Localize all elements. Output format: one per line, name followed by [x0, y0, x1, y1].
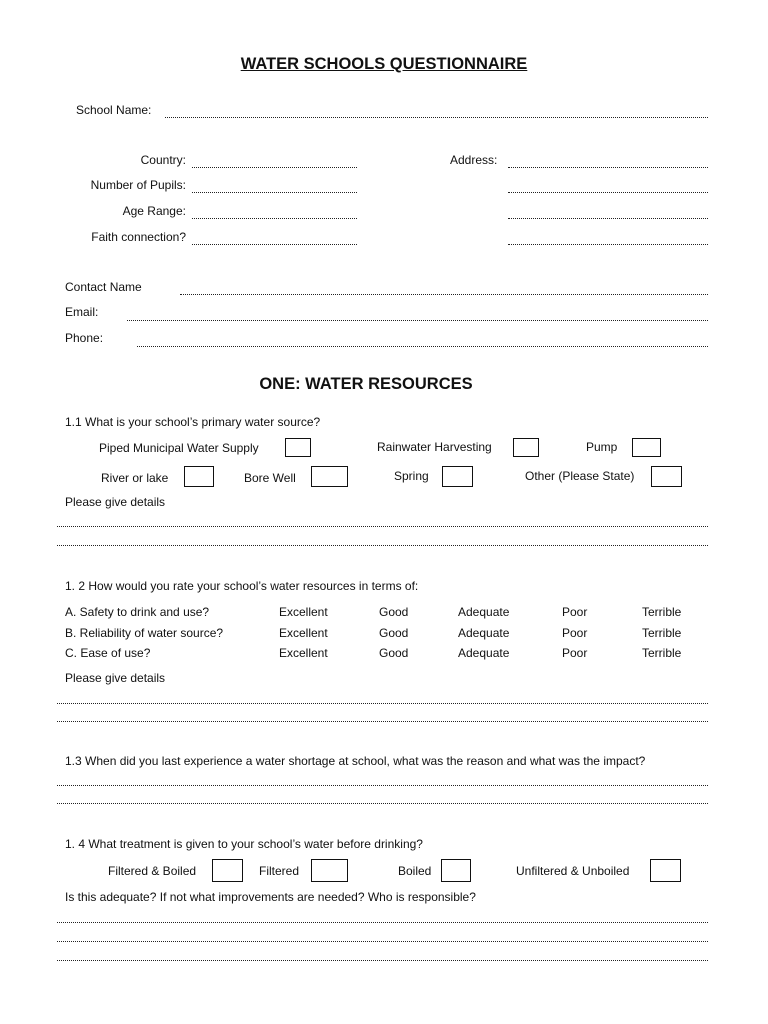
- option-bore-well-label: Bore Well: [244, 471, 296, 485]
- rating-option-adequate[interactable]: Adequate: [458, 626, 510, 640]
- rating-row-label: C. Ease of use?: [65, 646, 151, 660]
- option-other-label: Other (Please State): [525, 469, 635, 483]
- country-label: Country:: [140, 153, 186, 167]
- rating-option-good[interactable]: Good: [379, 605, 409, 619]
- address-field-1[interactable]: [508, 167, 708, 168]
- q1-1-question: 1.1 What is your school’s primary water source?: [65, 415, 321, 429]
- option-river-lake-label: River or lake: [101, 471, 169, 485]
- option-piped-municipal-checkbox[interactable]: [285, 438, 311, 457]
- q1-3-question: 1.3 When did you last experience a water shortage at school, what was the reason and what was the impact?: [65, 754, 646, 768]
- option-rainwater-label: Rainwater Harvesting: [377, 440, 492, 454]
- email-label: Email:: [65, 305, 99, 319]
- rating-row-label: A. Safety to drink and use?: [65, 605, 210, 619]
- q1-4-answer-line-2[interactable]: [57, 941, 708, 942]
- rating-option-terrible[interactable]: Terrible: [642, 605, 682, 619]
- rating-option-poor[interactable]: Poor: [562, 646, 588, 660]
- option-spring-label: Spring: [394, 469, 429, 483]
- address-field-2[interactable]: [508, 192, 708, 193]
- school-name-field[interactable]: [165, 117, 708, 118]
- option-bore-well-checkbox[interactable]: [311, 466, 348, 487]
- option-filtered-checkbox[interactable]: [311, 859, 348, 882]
- phone-label: Phone:: [65, 331, 104, 345]
- q1-2-details-line-2[interactable]: [57, 721, 708, 722]
- option-unfiltered-unboiled-checkbox[interactable]: [650, 859, 681, 882]
- contact-name-field[interactable]: [180, 294, 708, 295]
- pupils-field[interactable]: [192, 192, 357, 193]
- age-range-label: Age Range:: [122, 204, 186, 218]
- rating-option-poor[interactable]: Poor: [562, 626, 588, 640]
- option-pump-label: Pump: [586, 440, 618, 454]
- rating-row-label: B. Reliability of water source?: [65, 626, 224, 640]
- q1-2-details-label: Please give details: [65, 671, 166, 685]
- q1-1-details-line-2[interactable]: [57, 545, 708, 546]
- faith-label: Faith connection?: [91, 230, 186, 244]
- option-rainwater-checkbox[interactable]: [513, 438, 539, 457]
- pupils-label: Number of Pupils:: [90, 178, 186, 192]
- q1-1-details-label: Please give details: [65, 495, 166, 509]
- faith-field[interactable]: [192, 244, 357, 245]
- q1-4-answer-line-3[interactable]: [57, 960, 708, 961]
- country-field[interactable]: [192, 167, 357, 168]
- contact-name-label: Contact Name: [65, 280, 142, 294]
- option-other-checkbox[interactable]: [651, 466, 682, 487]
- rating-option-adequate[interactable]: Adequate: [458, 646, 510, 660]
- option-filtered-label: Filtered: [259, 864, 300, 878]
- page-title: WATER SCHOOLS QUESTIONNAIRE: [240, 55, 528, 73]
- age-range-field[interactable]: [192, 218, 357, 219]
- q1-2-question: 1. 2 How would you rate your school’s water resources in terms of:: [65, 579, 419, 593]
- option-piped-municipal-label: Piped Municipal Water Supply: [99, 441, 259, 455]
- address-field-4[interactable]: [508, 244, 708, 245]
- section-one-heading: ONE: WATER RESOURCES: [259, 375, 473, 393]
- email-field[interactable]: [127, 320, 708, 321]
- option-spring-checkbox[interactable]: [442, 466, 473, 487]
- q1-3-answer-line-2[interactable]: [57, 803, 708, 804]
- option-boiled-label: Boiled: [398, 864, 432, 878]
- option-boiled-checkbox[interactable]: [441, 859, 471, 882]
- q1-3-answer-line-1[interactable]: [57, 785, 708, 786]
- rating-option-terrible[interactable]: Terrible: [642, 626, 682, 640]
- rating-option-good[interactable]: Good: [379, 626, 409, 640]
- option-unfiltered-unboiled-label: Unfiltered & Unboiled: [516, 864, 630, 878]
- school-name-label: School Name:: [76, 103, 152, 117]
- q1-2-details-line-1[interactable]: [57, 703, 708, 704]
- option-pump-checkbox[interactable]: [632, 438, 661, 457]
- rating-option-excellent[interactable]: Excellent: [279, 646, 328, 660]
- rating-option-terrible[interactable]: Terrible: [642, 646, 682, 660]
- option-filtered-boiled-label: Filtered & Boiled: [108, 864, 197, 878]
- option-river-lake-checkbox[interactable]: [184, 466, 214, 487]
- address-label: Address:: [450, 153, 498, 167]
- phone-field[interactable]: [137, 346, 708, 347]
- address-field-3[interactable]: [508, 218, 708, 219]
- rating-option-poor[interactable]: Poor: [562, 605, 588, 619]
- q1-4-answer-line-1[interactable]: [57, 922, 708, 923]
- rating-option-excellent[interactable]: Excellent: [279, 626, 328, 640]
- option-filtered-boiled-checkbox[interactable]: [212, 859, 243, 882]
- q1-4-question: 1. 4 What treatment is given to your school’s water before drinking?: [65, 837, 423, 851]
- q1-1-details-line-1[interactable]: [57, 526, 708, 527]
- q1-4-followup-question: Is this adequate? If not what improvements are needed? Who is responsible?: [65, 890, 476, 904]
- rating-option-adequate[interactable]: Adequate: [458, 605, 510, 619]
- rating-option-good[interactable]: Good: [379, 646, 409, 660]
- rating-option-excellent[interactable]: Excellent: [279, 605, 328, 619]
